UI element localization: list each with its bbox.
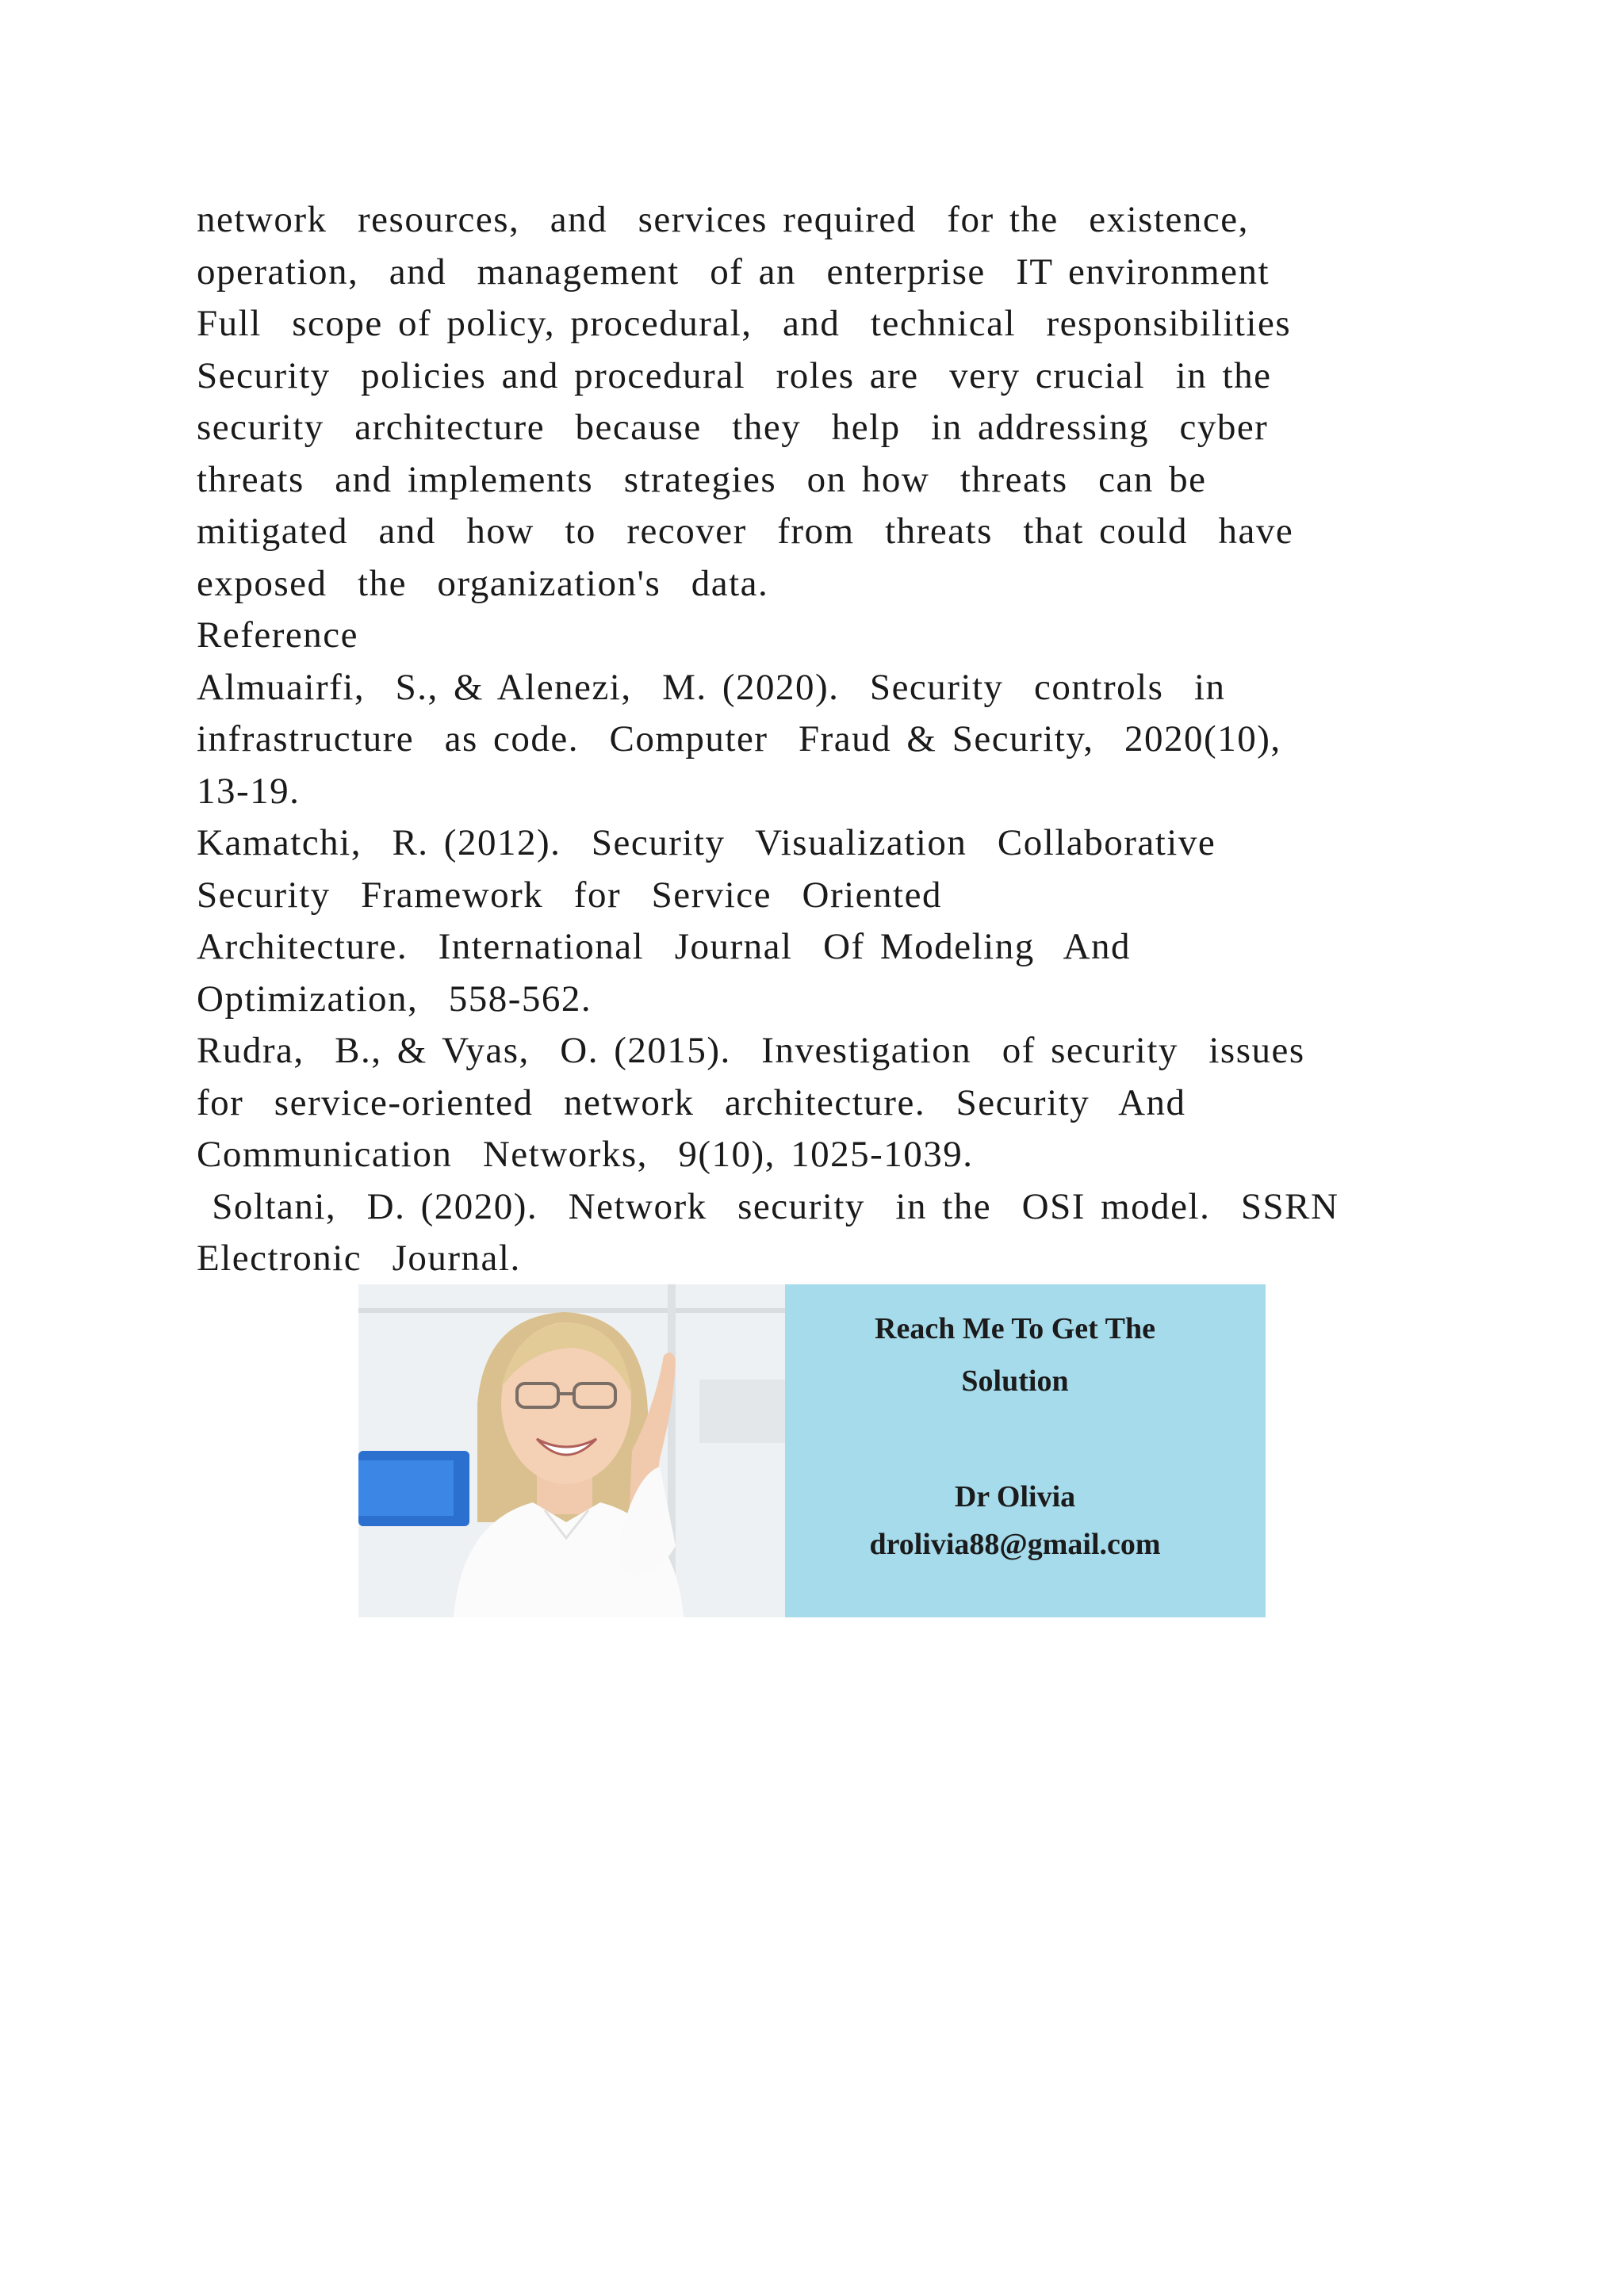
ad-headline-solution: Solution	[961, 1364, 1069, 1398]
reference-entry-rudra	[197, 1025, 1434, 1181]
body-line: Full scope of policy, procedural, and technical responsibilities	[197, 303, 1292, 344]
reference-entry-soltani	[197, 1181, 1434, 1285]
body-line: network resources, and services required for the existence,	[197, 199, 1249, 240]
body-line: mitigated and how to recover from threats that could have	[197, 511, 1294, 552]
reference-line: infrastructure as code. Computer Fraud & Security, 2020(10),	[197, 718, 1281, 760]
contact-panel	[785, 1284, 1266, 1617]
body-line: threats and implements strategies on how threats can be	[197, 458, 1207, 500]
reference-line: Electronic Journal.	[197, 1238, 521, 1279]
body-line: exposed the organization's data.	[197, 562, 769, 604]
ad-contact-name: Dr Olivia	[954, 1480, 1076, 1513]
reference-entry-kamatchi	[197, 817, 1434, 1025]
reference-line: Soltani, D. (2020). Network security in the OSI model. SSRN	[197, 1185, 1339, 1227]
document-text	[197, 194, 1434, 1285]
reference-line: Almuairfi, S., & Alenezi, M. (2020). Security controls in	[197, 666, 1226, 708]
woman-photo	[358, 1284, 785, 1617]
reference-line: for service-oriented network architecture. Security And	[197, 1081, 1186, 1123]
reference-line: Communication Networks, 9(10), 1025-1039.	[197, 1134, 974, 1175]
body-line: operation, and management of an enterprise IT environment	[197, 251, 1270, 293]
reference-heading: Reference	[197, 614, 358, 656]
reference-line: Rudra, B., & Vyas, O. (2015). Investigation of security issues	[197, 1030, 1305, 1071]
reference-entry-almuairfi	[197, 662, 1434, 818]
portrait-illustration	[358, 1284, 785, 1617]
body-line: security architecture because they help in addressing cyber	[197, 407, 1269, 448]
reference-line: Optimization, 558-562.	[197, 978, 592, 1020]
contact-ad-banner	[358, 1284, 1266, 1617]
ad-contact-email: drolivia88@gmail.com	[869, 1528, 1161, 1561]
ad-headline: Reach Me To Get The	[875, 1312, 1155, 1345]
reference-line: Security Framework for Service Oriented	[197, 874, 942, 916]
reference-line: 13-19.	[197, 770, 301, 812]
reference-line: Kamatchi, R. (2012). Security Visualization Collaborative	[197, 822, 1216, 863]
body-line: Security policies and procedural roles are very crucial in the	[197, 354, 1272, 396]
reference-line: Architecture. International Journal Of Modeling And	[197, 926, 1132, 967]
